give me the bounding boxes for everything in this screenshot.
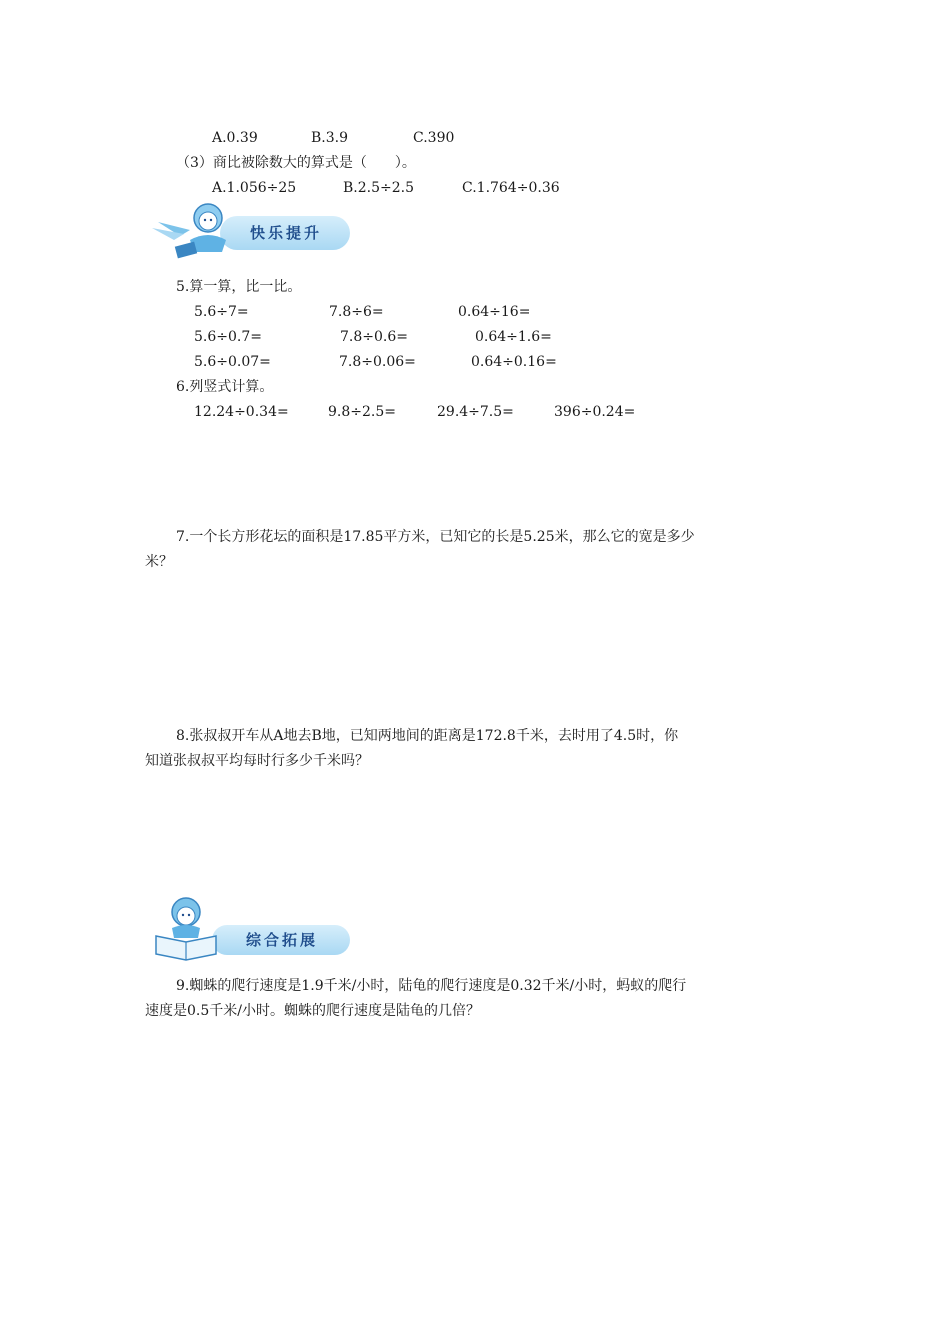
q9-line: 速度是0.5千米/小时。蜘蛛的爬行速度是陆龟的几倍？ (145, 1003, 480, 1019)
q5-cell: 5.6÷0.07= (194, 354, 271, 370)
q4-sub3-option-b: B.2.5÷2.5 (343, 180, 414, 196)
section-banner-happy-improve (150, 200, 355, 260)
section-title: 快乐提升 (250, 224, 323, 242)
q5-cell: 5.6÷0.7= (194, 329, 262, 345)
section-title: 综合拓展 (246, 931, 319, 949)
girl-reading-mascot-icon (150, 200, 240, 260)
section-banner-comprehensive-extension (150, 892, 355, 962)
q5-cell: 5.6÷7= (194, 304, 249, 320)
q4-sub3-option-a: A.1.056÷25 (212, 180, 297, 196)
q5-cell: 7.8÷6= (329, 304, 384, 320)
boy-reading-mascot-icon (150, 892, 230, 962)
q8-line: 知道张叔叔平均每时行多少千米吗？ (145, 753, 369, 769)
q5-title: 5.算一算，比一比。 (176, 279, 302, 295)
q5-cell: 7.8÷0.06= (339, 354, 416, 370)
q7-line: 7.一个长方形花坛的面积是17.85平方米，已知它的长是5.25米，那么它的宽是多少 (176, 529, 695, 545)
q5-cell: 7.8÷0.6= (340, 329, 408, 345)
q4-sub3-option-c: C.1.764÷0.36 (462, 180, 560, 196)
q5-cell: 0.64÷1.6= (475, 329, 552, 345)
q4-option-a: A.0.39 (212, 130, 258, 146)
q6-title: 6.列竖式计算。 (176, 379, 274, 395)
q4-sub3-question: （3）商比被除数大的算式是（ ）。 (176, 155, 416, 171)
q8-line: 8.张叔叔开车从A地去B地，已知两地间的距离是172.8千米，去时用了4.5时，你 (176, 728, 679, 744)
q4-option-c: C.390 (413, 130, 455, 146)
q9-line: 9.蜘蛛的爬行速度是1.9千米/小时，陆龟的爬行速度是0.32千米/小时，蚂蚁的爬行 (176, 978, 687, 994)
q6-item: 12.24÷0.34= (194, 404, 289, 420)
q7-line: 米？ (145, 554, 173, 570)
q6-item: 9.8÷2.5= (328, 404, 396, 420)
q6-item: 396÷0.24= (554, 404, 636, 420)
q5-cell: 0.64÷0.16= (471, 354, 557, 370)
q4-option-b: B.3.9 (311, 130, 349, 146)
q5-cell: 0.64÷16= (458, 304, 531, 320)
q6-item: 29.4÷7.5= (437, 404, 514, 420)
